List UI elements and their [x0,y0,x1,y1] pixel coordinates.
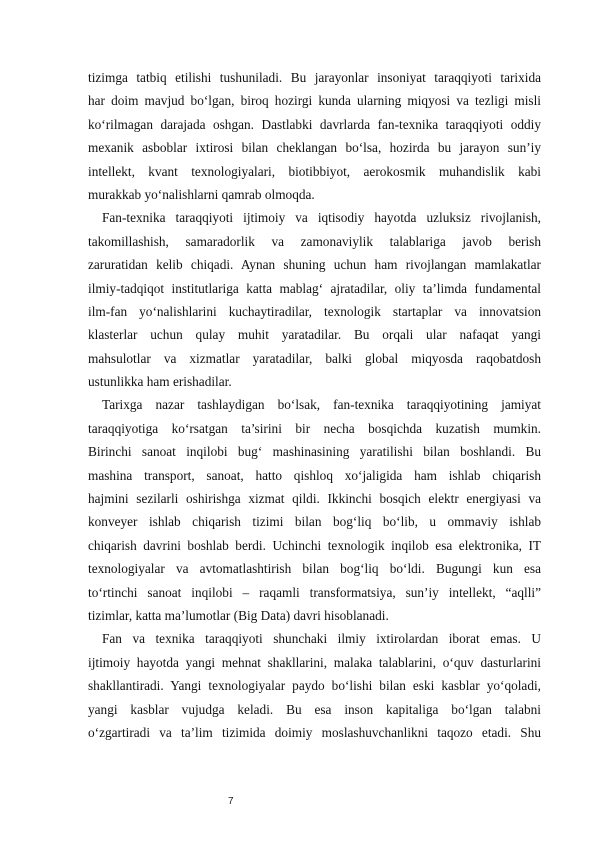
text-line: mashina transport, sanoat, hatto qishloq xo‘jaligida ham ishlab chiqarish [88,467,541,483]
text-line: to‘rtinchi sanoat inqilobi – raqamli transformatsiya, sun’iy intellekt, “aqlli” [88,584,541,600]
page-number: 7 [228,796,234,807]
text-line: texnologiyalar va avtomatlashtirish bilan bog‘liq bo‘ldi. Bugungi kun esa [88,561,541,577]
document-body [88,66,541,744]
text-line: murakkab yo‘nalishlarni qamrab olmoqda. [88,186,315,202]
text-line: ko‘rilmagan darajada oshgan. Dastlabki davrlarda fan-texnika taraqqiyoti oddiy [88,116,541,132]
text-line: har doim mavjud bo‘lgan, biroq hozirgi kunda ularning miqyosi va tezligi misli [88,93,541,109]
text-line: yangi kasblar vujudga keladi. Bu esa inson kapitaliga bo‘lgan talabni [88,701,541,717]
text-line: hajmini sezilarli oshirishga xizmat qildi. Ikkinchi bosqich elektr energiyasi va [88,491,541,507]
text-line: ilm-fan yo‘nalishlarini kuchaytiradilar, texnologik startaplar va innovatsion [88,303,541,319]
text-line: o‘zgartiradi va ta’lim tizimida doimiy moslashuvchanlikni taqozo etadi. Shu [88,724,541,740]
text-line: mexanik asboblar ixtirosi bilan cheklangan bo‘lsa, hozirda bu jarayon sun’iy [88,140,541,156]
text-line: mahsulotlar va xizmatlar yaratadilar, balki global miqyosda raqobatdosh [88,350,541,366]
text-line: ijtimoiy hayotda yangi mehnat shakllarini, malaka talablarini, o‘quv dasturlarini [88,654,541,670]
text-line: shakllantiradi. Yangi texnologiyalar paydo bo‘lishi bilan eski kasblar yo‘qoladi, [88,678,541,694]
text-line: chiqarish davrini boshlab berdi. Uchinchi texnologik inqilob esa elektronika, IT [88,537,541,553]
text-line: takomillashish, samaradorlik va zamonaviylik talablariga javob berish [88,233,541,249]
text-line: ilmiy-tadqiqot institutlariga katta mablag‘ ajratadilar, oliy ta’limda fundamental [88,280,541,296]
text-line: taraqqiyotiga ko‘rsatgan ta’sirini bir necha bosqichda kuzatish mumkin. [88,420,541,436]
text-line: ustunlikka ham erishadilar. [88,374,232,390]
paragraph-first-line: Fan va texnika taraqqiyoti shunchaki ilmiy ixtirolardan iborat emas. U [102,631,541,647]
text-line: tizimga tatbiq etilishi tushuniladi. Bu jarayonlar insoniyat taraqqiyoti tarixida [88,70,541,85]
paragraph-first-line: Tarixga nazar tashlaydigan bo‘lsak, fan-texnika taraqqiyotining jamiyat [102,397,541,413]
text-line: intellekt, kvant texnologiyalari, biotibbiyot, aerokosmik muhandislik kabi [88,163,541,179]
text-line: Birinchi sanoat inqilobi bug‘ mashinasining yaratilishi bilan boshlandi. Bu [88,444,541,460]
text-line: tizimlar, katta ma’lumotlar (Big Data) davri hisoblanadi. [88,607,389,623]
text-line: klasterlar uchun qulay muhit yaratadilar. Bu orqali ular nafaqat yangi [88,327,541,343]
text-line: zaruratidan kelib chiqadi. Aynan shuning uchun ham rivojlangan mamlakatlar [88,257,541,273]
text-line: konveyer ishlab chiqarish tizimi bilan bog‘liq bo‘lib, u ommaviy ishlab [88,514,541,530]
paragraph-first-line: Fan-texnika taraqqiyoti ijtimoiy va iqtisodiy hayotda uzluksiz rivojlanish, [102,210,541,226]
